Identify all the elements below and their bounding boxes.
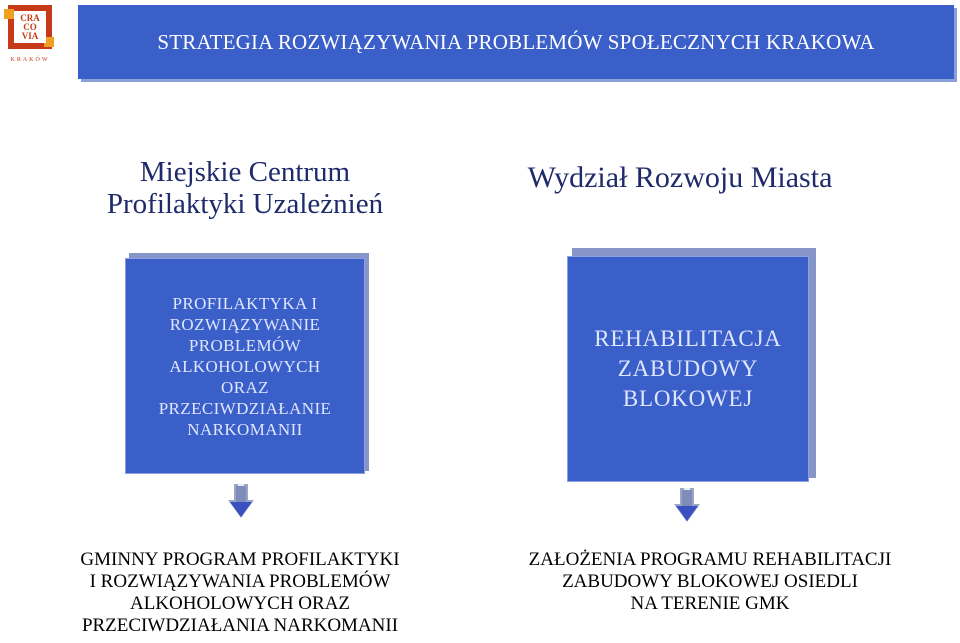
left-unit-title: Miejskie Centrum Profilaktyki Uzależnień bbox=[106, 156, 384, 220]
right-program-text: ZAŁOŻENIA PROGRAMU REHABILITACJI ZABUDOWY BLOKOWEJ OSIEDLI NA TERENIE GMK bbox=[528, 549, 892, 614]
right-topic-box bbox=[567, 256, 809, 482]
right-unit-title: Wydział Rozwoju Miasta bbox=[527, 161, 833, 194]
down-arrow-icon bbox=[668, 488, 708, 524]
down-arrow-icon bbox=[222, 484, 262, 520]
left-topic-box bbox=[125, 258, 365, 474]
svg-text:CRA: CRA bbox=[20, 13, 40, 23]
strategy-title: STRATEGIA ROZWIĄZYWANIA PROBLEMÓW SPOŁECZNYCH KRAKOWA bbox=[157, 29, 875, 54]
right-box-text: REHABILITACJA ZABUDOWY BLOKOWEJ bbox=[594, 326, 782, 411]
svg-text:CO: CO bbox=[23, 22, 37, 32]
left-program-text: GMINNY PROGRAM PROFILAKTYKI I ROZWIĄZYWANIA PROBLEMÓW ALKOHOLOWYCH ORAZ PRZECIWDZIAŁANIA NARKOMANII bbox=[80, 549, 400, 636]
svg-text:KRAKÓW: KRAKÓW bbox=[10, 57, 50, 63]
svg-text:VIA: VIA bbox=[21, 31, 39, 41]
cracovia-logo bbox=[2, 3, 56, 65]
left-box-text: PROFILAKTYKA I ROZWIĄZYWANIE PROBLEMÓW ALKOHOLOWYCH ORAZ PRZECIWDZIAŁANIE NARKOMANII bbox=[158, 293, 332, 439]
title-banner bbox=[78, 5, 954, 79]
